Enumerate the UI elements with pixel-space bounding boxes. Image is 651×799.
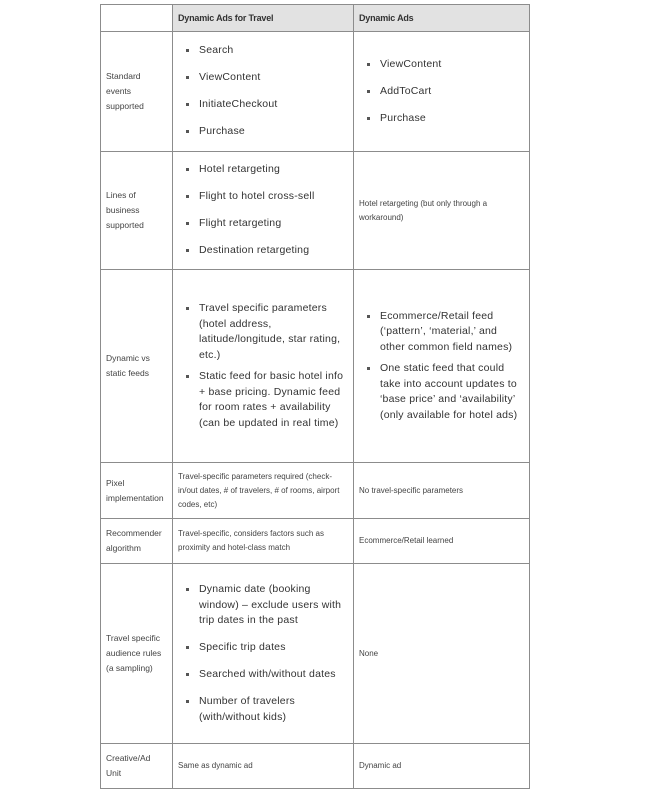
cell-dynamic: None — [354, 564, 530, 744]
table-row — [101, 463, 530, 519]
bullet-list — [178, 301, 348, 431]
header-row — [101, 5, 530, 32]
cell-dynamic — [354, 32, 530, 152]
header-dynamic-ads: Dynamic Ads — [354, 5, 530, 32]
cell-dynamic: Dynamic ad — [354, 744, 530, 789]
list-item: One static feed that could take into account updates to ‘base price’ and ‘availability’ (only available for hotel ads) — [380, 361, 524, 423]
list-item: ViewContent — [380, 57, 524, 73]
table-row — [101, 519, 530, 564]
table-row — [101, 32, 530, 152]
list-item: Specific trip dates — [199, 640, 348, 656]
row-label: Dynamic vs static feeds — [101, 270, 173, 463]
cell-dynamic: No travel-specific parameters — [354, 463, 530, 519]
cell-dynamic: Hotel retargeting (but only through a workaround) — [354, 152, 530, 270]
row-label: Lines of business supported — [101, 152, 173, 270]
list-item: InitiateCheckout — [199, 97, 348, 113]
list-item: Flight to hotel cross-sell — [199, 189, 348, 205]
cell-travel: Travel-specific, considers factors such as proximity and hotel-class match — [173, 519, 354, 564]
list-item: Purchase — [199, 124, 348, 140]
list-item: Search — [199, 43, 348, 59]
row-label: Recommender algorithm — [101, 519, 173, 564]
table-row — [101, 270, 530, 463]
list-item: Dynamic date (booking window) – exclude users with trip dates in the past — [199, 582, 348, 629]
header-dynamic-ads-for-travel: Dynamic Ads for Travel — [173, 5, 354, 32]
list-item: Static feed for basic hotel info + base pricing. Dynamic feed for room rates + availability (can be updated in real time) — [199, 369, 348, 431]
list-item: Hotel retargeting — [199, 162, 348, 178]
cell-dynamic: Ecommerce/Retail learned — [354, 519, 530, 564]
list-item: Ecommerce/Retail feed (‘pattern’, ‘material,’ and other common field names) — [380, 309, 524, 356]
bullet-list — [178, 43, 348, 140]
list-item: Purchase — [380, 111, 524, 127]
list-item: AddToCart — [380, 84, 524, 100]
comparison-table — [100, 4, 530, 789]
list-item: Flight retargeting — [199, 216, 348, 232]
list-item: Number of travelers (with/without kids) — [199, 694, 348, 725]
row-label: Standard events supported — [101, 32, 173, 152]
cell-travel — [173, 152, 354, 270]
cell-travel — [173, 270, 354, 463]
bullet-list — [178, 162, 348, 259]
row-label: Creative/Ad Unit — [101, 744, 173, 789]
list-item: Destination retargeting — [199, 243, 348, 259]
cell-travel — [173, 32, 354, 152]
row-label: Travel specific audience rules (a sampling) — [101, 564, 173, 744]
table-row — [101, 564, 530, 744]
list-item: ViewContent — [199, 70, 348, 86]
row-label: Pixel implementation — [101, 463, 173, 519]
bullet-list — [359, 309, 524, 424]
cell-travel: Same as dynamic ad — [173, 744, 354, 789]
cell-travel: Travel-specific parameters required (check-in/out dates, # of travelers, # of rooms, airport codes, etc) — [173, 463, 354, 519]
table-row — [101, 152, 530, 270]
list-item: Searched with/without dates — [199, 667, 348, 683]
bullet-list — [178, 582, 348, 725]
cell-dynamic — [354, 270, 530, 463]
cell-travel — [173, 564, 354, 744]
list-item: Travel specific parameters (hotel address, latitude/longitude, star rating, etc.) — [199, 301, 348, 363]
header-cell-blank — [101, 5, 173, 32]
table-row — [101, 744, 530, 789]
bullet-list — [359, 57, 524, 127]
